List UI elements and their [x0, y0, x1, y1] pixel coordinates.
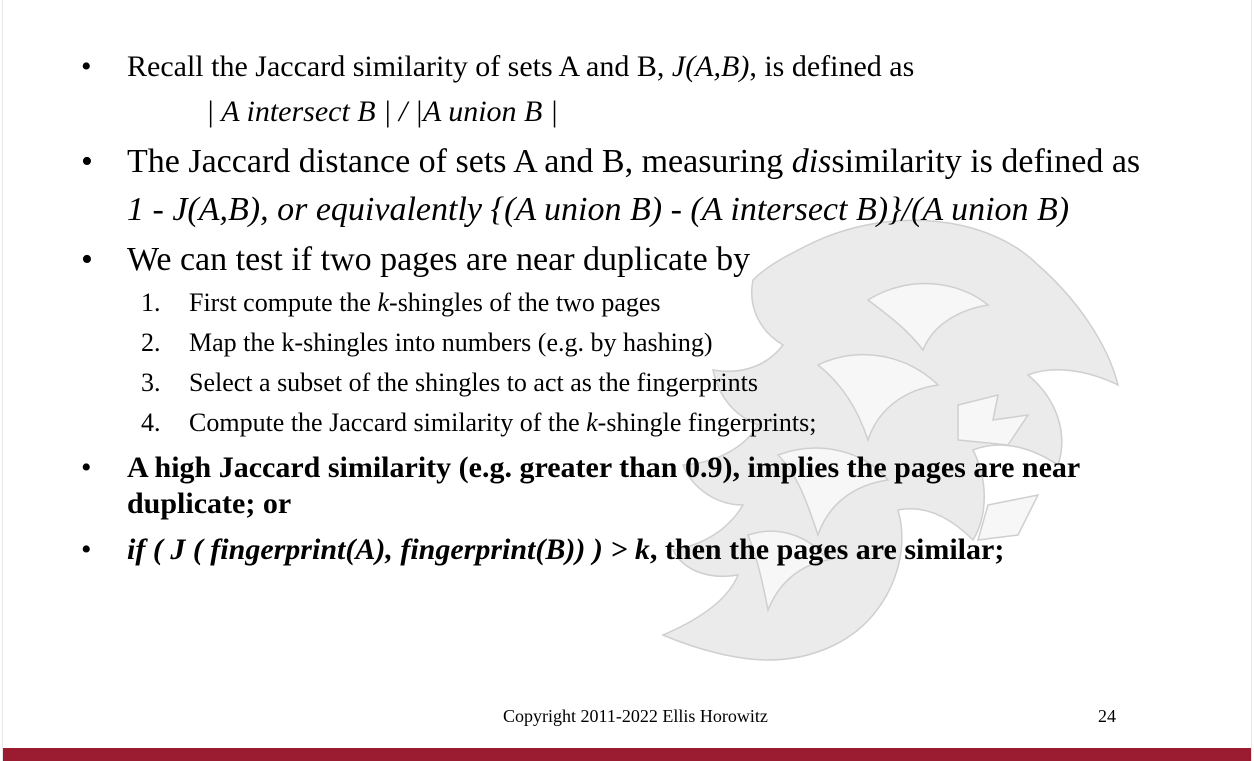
step-item: Select a subset of the shingles to act as the fingerprints	[189, 368, 758, 397]
step-number: 2.	[141, 328, 161, 357]
bullet-high-similarity-line2: duplicate; or	[127, 487, 292, 520]
footer-bar	[3, 748, 1252, 761]
bullet-fingerprint-rule	[127, 533, 1004, 567]
bullet-marker: •	[81, 533, 92, 566]
bullet-jaccard-similarity	[127, 50, 914, 84]
text-segment: , is defined as	[749, 50, 915, 83]
text-segment: Compute the Jaccard similarity of the	[189, 408, 587, 437]
text-segment: , then the pages are similar;	[649, 533, 1005, 566]
dis-emphasis: dis	[791, 143, 832, 180]
bullet-marker: •	[81, 143, 93, 180]
k-variable: k	[377, 288, 390, 317]
bullet-marker: •	[81, 50, 92, 83]
bullet-near-duplicate-test: We can test if two pages are near duplicate by	[127, 241, 751, 278]
step-number: 3.	[141, 368, 161, 397]
text-segment: similarity is defined as	[831, 143, 1141, 180]
fingerprint-condition: if ( J ( fingerprint(A), fingerprint(B)) ) > k	[127, 533, 650, 566]
text-segment: Recall the Jaccard similarity of sets A and B,	[127, 50, 672, 83]
step-item: Map the k-shingles into numbers (e.g. by hashing)	[189, 328, 713, 357]
text-segment: -shingle fingerprints;	[597, 408, 817, 437]
step-item	[189, 408, 816, 438]
jaccard-notation: J(A,B)	[671, 50, 750, 83]
footer-copyright: Copyright 2011-2022 Ellis Horowitz	[503, 706, 768, 726]
bullet-marker: •	[81, 241, 93, 278]
jaccard-distance-formula: 1 - J(A,B), or equivalently {(A union B) - (A intersect B)}/(A union B)	[127, 191, 1070, 228]
step-number: 4.	[141, 408, 161, 437]
jaccard-similarity-formula: | A intersect B | / |A union B |	[206, 95, 559, 128]
bullet-high-similarity-line1: A high Jaccard similarity (e.g. greater than 0.9), implies the pages are near	[127, 451, 1081, 484]
bullet-marker: •	[81, 451, 92, 484]
bullet-jaccard-distance	[127, 143, 1140, 181]
step-number: 1.	[141, 288, 161, 317]
step-item	[189, 288, 661, 318]
text-segment: First compute the	[189, 288, 378, 317]
text-segment: The Jaccard distance of sets A and B, measuring	[127, 143, 792, 180]
text-segment: -shingles of the two pages	[389, 288, 661, 317]
k-variable: k	[586, 408, 598, 437]
slide	[2, 0, 1252, 761]
page-number: 24	[1098, 706, 1116, 726]
